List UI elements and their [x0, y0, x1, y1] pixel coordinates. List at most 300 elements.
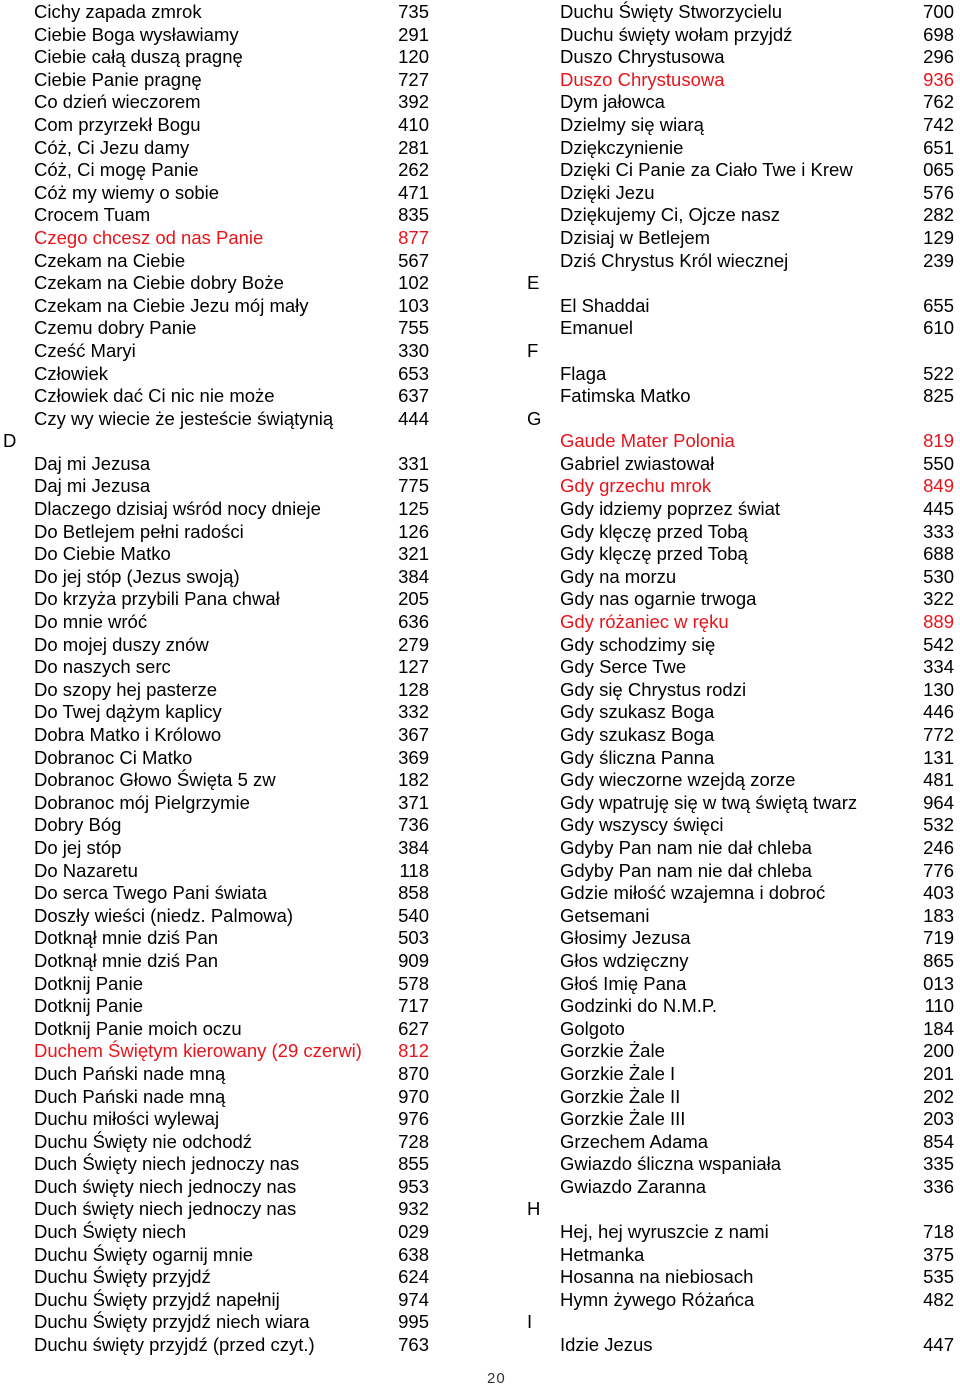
song-title: Dobranoc Ci Matko: [34, 746, 193, 768]
song-title: Gdyby Pan nam nie dał chleba: [560, 836, 812, 858]
song-title: Gdy nas ogarnie trwoga: [560, 588, 757, 610]
index-entry: [525, 566, 960, 589]
song-number: 736: [398, 814, 429, 836]
song-number: 291: [398, 23, 429, 45]
index-entry: [0, 656, 436, 679]
section-letter: I: [527, 1311, 533, 1333]
index-entry: [0, 679, 436, 702]
index-entry: [0, 860, 436, 883]
song-title: Gaude Mater Polonia: [560, 430, 735, 452]
song-number: 700: [923, 1, 954, 22]
song-title: Dobry Bóg: [34, 814, 122, 836]
song-title: Głosimy Jezusa: [560, 927, 691, 949]
song-title: Gdy szukasz Boga: [560, 701, 715, 723]
song-title: Gdzie miłość wzajemna i dobroć: [560, 882, 826, 904]
index-entry: [525, 114, 960, 137]
song-number: 403: [923, 882, 954, 904]
index-entry: [525, 1, 960, 24]
song-number: 447: [923, 1334, 954, 1356]
index-entry: [525, 182, 960, 205]
song-number: 118: [399, 859, 429, 881]
index-entry: [525, 634, 960, 657]
song-title: Duchu święty wołam przyjdź: [560, 23, 793, 45]
index-entry: [0, 1334, 436, 1357]
song-number: 812: [398, 1040, 429, 1062]
song-title: Do Betlejem pełni radości: [34, 520, 244, 542]
song-title: El Shaddai: [560, 294, 650, 316]
index-entry: [0, 973, 436, 996]
song-number: 578: [398, 972, 429, 994]
index-entry: [0, 1131, 436, 1154]
index-entry: [525, 837, 960, 860]
section-letter: H: [527, 1198, 541, 1220]
song-number: 718: [923, 1221, 954, 1243]
index-entry: [0, 91, 436, 114]
index-entry: [0, 1266, 436, 1289]
index-entry: [525, 905, 960, 928]
section-letter-row: [525, 1198, 960, 1221]
song-number: 870: [398, 1062, 429, 1084]
song-number: 331: [398, 452, 429, 474]
index-entry: [0, 272, 436, 295]
index-entry: [525, 724, 960, 747]
song-number: 576: [923, 181, 954, 203]
song-title: Duch święty niech jednoczy nas: [34, 1198, 297, 1220]
song-number: 995: [398, 1311, 429, 1333]
index-entry: [525, 159, 960, 182]
song-title: Duchu Święty przyjdź: [34, 1266, 211, 1288]
index-entry: [525, 1176, 960, 1199]
index-entry: [0, 905, 436, 928]
section-letter-row: [525, 340, 960, 363]
index-entry: [0, 204, 436, 227]
song-number: 909: [398, 949, 429, 971]
song-number: 262: [398, 159, 429, 181]
index-entry: [525, 882, 960, 905]
song-number: 336: [923, 1175, 954, 1197]
song-number: 184: [923, 1017, 954, 1039]
song-number: 333: [923, 520, 954, 542]
index-entry: [0, 408, 436, 431]
song-title: Gwiazdo Zaranna: [560, 1175, 707, 1197]
song-number: 182: [398, 769, 429, 791]
song-number: 835: [398, 204, 429, 226]
song-title: Gdy się Chrystus rodzi: [560, 678, 747, 700]
song-number: 728: [398, 1130, 429, 1152]
song-title: Do szopy hej pasterze: [34, 678, 218, 700]
index-entry: [0, 792, 436, 815]
song-number: 203: [923, 1108, 954, 1130]
index-entry: [0, 1063, 436, 1086]
index-entry: [525, 973, 960, 996]
song-number: 717: [398, 995, 429, 1017]
song-number: 482: [923, 1288, 954, 1310]
song-number: 130: [923, 678, 954, 700]
song-title: Głos wdzięczny: [560, 949, 689, 971]
index-entry: [525, 385, 960, 408]
song-number: 279: [398, 633, 429, 655]
song-number: 102: [398, 272, 429, 294]
song-number: 530: [923, 565, 954, 587]
song-title: Głoś Imię Pana: [560, 972, 687, 994]
song-number: 471: [398, 181, 429, 203]
song-title: Gdy różaniec w ręku: [560, 611, 729, 633]
song-title: Duchu Święty nie odchodź: [34, 1130, 253, 1152]
song-title: Ciebie Boga wysławiamy: [34, 23, 239, 45]
song-title: Gdy szukasz Boga: [560, 724, 715, 745]
song-number: 410: [398, 113, 429, 135]
song-title: Do jej stóp (Jezus swoją): [34, 565, 240, 587]
song-title: Crocem Tuam: [34, 204, 151, 226]
song-title: Duchu święty przyjdź (przed czyt.): [34, 1334, 315, 1356]
song-title: Duchu Święty przyjdź niech wiara: [34, 1311, 310, 1333]
index-entry: [525, 430, 960, 453]
song-title: Dotknij Panie moich oczu: [34, 1017, 242, 1039]
index-entry: [0, 837, 436, 860]
song-number: 532: [923, 814, 954, 836]
index-entry: [525, 227, 960, 250]
section-letter: F: [527, 339, 539, 361]
song-number: 742: [923, 113, 954, 135]
index-entry: [525, 1040, 960, 1063]
song-number: 567: [398, 249, 429, 271]
index-entry: [525, 453, 960, 476]
index-entry: [0, 634, 436, 657]
song-number: 202: [923, 1085, 954, 1107]
song-title: Duch Pański nade mną: [34, 1062, 226, 1084]
song-number: 624: [398, 1266, 429, 1288]
index-entry: [0, 317, 436, 340]
song-title: Gorzkie Żale I: [560, 1062, 676, 1084]
song-number: 610: [923, 317, 954, 339]
index-entry: [525, 1153, 960, 1176]
song-title: Gdy wpatruję się w twą świętą twarz: [560, 791, 858, 813]
song-title: Czy wy wiecie że jesteście świątynią: [34, 407, 334, 429]
index-entry: [525, 475, 960, 498]
song-number: 535: [923, 1266, 954, 1288]
index-entry: [525, 769, 960, 792]
song-title: Dzięki Ci Panie za Ciało Twe i Krew: [560, 159, 853, 181]
song-title: Gdy grzechu mrok: [560, 475, 712, 497]
index-entry: [525, 792, 960, 815]
index-entry: [0, 1176, 436, 1199]
index-entry: [0, 340, 436, 363]
song-number: 200: [923, 1040, 954, 1062]
song-number: 282: [923, 204, 954, 226]
song-number: 384: [398, 836, 429, 858]
song-number: 688: [923, 543, 954, 565]
index-entry: [0, 1108, 436, 1131]
index-entry: [525, 204, 960, 227]
song-title: Do naszych serc: [34, 656, 171, 678]
index-entry: [525, 1108, 960, 1131]
song-title: Człowiek: [34, 362, 109, 384]
song-title: Golgoto: [560, 1017, 625, 1039]
index-entry: [0, 927, 436, 950]
index-entry: [0, 295, 436, 318]
song-number: 763: [398, 1334, 429, 1356]
song-title: Czekam na Ciebie Jezu mój mały: [34, 294, 309, 316]
song-number: 849: [923, 475, 954, 497]
song-title: Gdy wieczorne wzejdą zorze: [560, 769, 796, 791]
song-number: 375: [923, 1243, 954, 1265]
song-title: Dziś Chrystus Król wiecznej: [560, 249, 789, 271]
song-title: Gdy klęczę przed Tobą: [560, 520, 748, 542]
song-title: Dziękczynienie: [560, 136, 684, 158]
index-entry: [0, 250, 436, 273]
song-title: Duszo Chrystusowa: [560, 46, 725, 68]
song-title: Daj mi Jezusa: [34, 452, 151, 474]
index-entry: [525, 498, 960, 521]
index-entry: [525, 588, 960, 611]
index-entry: [0, 363, 436, 386]
index-entry: [0, 950, 436, 973]
song-number: 335: [923, 1153, 954, 1175]
song-number: 735: [398, 1, 429, 22]
song-title: Duchem Świętym kierowany (29 czerwi): [34, 1040, 362, 1062]
song-number: 392: [398, 91, 429, 113]
song-title: Gorzkie Żale III: [560, 1108, 686, 1130]
song-title: Gwiazdo śliczna wspaniała: [560, 1153, 782, 1175]
index-entry: [0, 588, 436, 611]
song-number: 775: [398, 475, 429, 497]
index-entry: [525, 1086, 960, 1109]
index-entry: [525, 69, 960, 92]
index-entry: [0, 159, 436, 182]
song-number: 246: [923, 836, 954, 858]
index-entry: [525, 363, 960, 386]
song-title: Człowiek dać Ci nic nie może: [34, 385, 275, 407]
index-entry: [0, 1289, 436, 1312]
song-number: 125: [398, 498, 429, 520]
index-entry: [0, 1244, 436, 1267]
song-number: 964: [923, 791, 954, 813]
song-title: Gdy idziemy poprzez świat: [560, 498, 781, 520]
song-title: Dzielmy się wiarą: [560, 113, 704, 135]
song-title: Gdy wszyscy święci: [560, 814, 724, 836]
index-entry: [0, 475, 436, 498]
song-number: 854: [923, 1130, 954, 1152]
song-number: 936: [923, 68, 954, 90]
index-entry: [0, 1311, 436, 1334]
section-letter: D: [3, 430, 17, 452]
song-number: 334: [923, 656, 954, 678]
song-title: Daj mi Jezusa: [34, 475, 151, 497]
song-number: 762: [923, 91, 954, 113]
song-number: 281: [398, 136, 429, 158]
song-title: Gdy na morzu: [560, 565, 677, 587]
index-entry: [525, 1289, 960, 1312]
song-number: 110: [924, 995, 954, 1017]
song-number: 976: [398, 1108, 429, 1130]
index-entry: [525, 995, 960, 1018]
song-title: Dotknij Panie: [34, 995, 144, 1017]
song-number: 330: [398, 339, 429, 361]
index-entry: [0, 543, 436, 566]
song-title: Fatimska Matko: [560, 385, 691, 407]
section-letter-row: [525, 408, 960, 431]
index-entry: [0, 137, 436, 160]
song-number: 719: [923, 927, 954, 949]
song-number: 103: [398, 294, 429, 316]
song-title: Czekam na Ciebie: [34, 249, 186, 271]
song-title: Dlaczego dzisiaj wśród nocy dnieje: [34, 498, 321, 520]
index-entry: [0, 498, 436, 521]
song-title: Dziękujemy Ci, Ojcze nasz: [560, 204, 781, 226]
song-title: Czemu dobry Panie: [34, 317, 197, 339]
song-title: Gdy śliczna Panna: [560, 746, 715, 768]
song-title: Duch święty niech jednoczy nas: [34, 1175, 297, 1197]
song-title: Gdy schodzimy się: [560, 633, 716, 655]
song-title: Cześć Maryi: [34, 339, 136, 361]
song-title: Do jej stóp: [34, 836, 122, 858]
song-number: 865: [923, 949, 954, 971]
index-entry: [525, 860, 960, 883]
song-title: Cóż, Ci mogę Panie: [34, 159, 199, 181]
index-entry: [0, 995, 436, 1018]
index-entry: [525, 927, 960, 950]
song-title: Gorzkie Żale II: [560, 1085, 681, 1107]
song-number: 446: [923, 701, 954, 723]
index-entry: [525, 1266, 960, 1289]
song-number: 120: [398, 46, 429, 68]
song-title: Gdyby Pan nam nie dał chleba: [560, 859, 812, 881]
song-number: 698: [923, 23, 954, 45]
song-number: 858: [398, 882, 429, 904]
index-entry: [525, 1244, 960, 1267]
song-number: 877: [398, 226, 429, 248]
index-entry: [525, 814, 960, 837]
song-number: 503: [398, 927, 429, 949]
index-entry: [0, 46, 436, 69]
song-number: 029: [398, 1221, 429, 1243]
song-number: 183: [923, 904, 954, 926]
song-title: Duszo Chrystusowa: [560, 68, 725, 90]
song-title: Cichy zapada zmrok: [34, 1, 202, 22]
song-title: Dotknij Panie: [34, 972, 144, 994]
index-entry: [0, 701, 436, 724]
index-entry: [0, 521, 436, 544]
song-title: Gdy Serce Twe: [560, 656, 687, 678]
song-number: 637: [398, 385, 429, 407]
index-entry: [0, 69, 436, 92]
song-title: Do Ciebie Matko: [34, 543, 171, 565]
index-entry: [525, 611, 960, 634]
song-title: Hymn żywego Różańca: [560, 1288, 755, 1310]
index-entry: [525, 1334, 960, 1357]
song-title: Dobra Matko i Królowo: [34, 724, 222, 745]
section-letter-row: [0, 430, 436, 453]
song-number: 131: [923, 746, 954, 768]
song-number: 819: [923, 430, 954, 452]
index-entry: [0, 385, 436, 408]
index-entry: [0, 1086, 436, 1109]
song-number: 651: [923, 136, 954, 158]
song-title: Duch Pański nade mną: [34, 1085, 226, 1107]
song-number: 296: [923, 46, 954, 68]
index-entry: [0, 114, 436, 137]
song-number: 481: [923, 769, 954, 791]
song-number: 127: [398, 656, 429, 678]
section-letter-row: [525, 1311, 960, 1334]
index-entry: [525, 24, 960, 47]
page-number: 20: [487, 1370, 506, 1387]
index-entry: [0, 1153, 436, 1176]
index-entry: [0, 453, 436, 476]
song-number: 636: [398, 611, 429, 633]
song-title: Gabriel zwiastował: [560, 452, 715, 474]
song-number: 776: [923, 859, 954, 881]
song-title: Cóż my wiemy o sobie: [34, 181, 220, 203]
index-entry: [0, 227, 436, 250]
song-title: Grzechem Adama: [560, 1130, 709, 1152]
song-title: Flaga: [560, 362, 607, 384]
song-number: 205: [398, 588, 429, 610]
song-number: 322: [923, 588, 954, 610]
song-title: Dzięki Jezu: [560, 181, 655, 203]
index-entry: [525, 137, 960, 160]
index-entry: [525, 295, 960, 318]
song-title: Do krzyża przybili Pana chwał: [34, 588, 280, 610]
song-number: 638: [398, 1243, 429, 1265]
song-title: Do Twej dążym kaplicy: [34, 701, 222, 723]
song-number: 653: [398, 362, 429, 384]
song-title: Do Nazaretu: [34, 859, 138, 881]
song-number: 332: [398, 701, 429, 723]
song-number: 772: [923, 724, 954, 745]
index-entry: [0, 769, 436, 792]
song-number: 889: [923, 611, 954, 633]
song-title: Duch Święty niech: [34, 1221, 187, 1243]
song-title: Dobranoc Głowo Święta 5 zw: [34, 769, 276, 791]
song-number: 369: [398, 746, 429, 768]
index-entry: [525, 747, 960, 770]
song-number: 239: [923, 249, 954, 271]
index-entry: [0, 747, 436, 770]
index-entry: [525, 656, 960, 679]
song-number: 371: [398, 791, 429, 813]
section-letter: G: [527, 407, 542, 429]
song-title: Dotknął mnie dziś Pan: [34, 949, 219, 971]
song-title: Gorzkie Żale: [560, 1040, 665, 1062]
song-title: Doszły wieści (niedz. Palmowa): [34, 904, 294, 926]
song-title: Hej, hej wyruszcie z nami: [560, 1221, 769, 1243]
song-number: 367: [398, 724, 429, 745]
index-entry: [0, 611, 436, 634]
song-title: Godzinki do N.M.P.: [560, 995, 717, 1017]
song-title: Do mnie wróć: [34, 611, 148, 633]
song-title: Hosanna na niebiosach: [560, 1266, 754, 1288]
song-title: Duchu Święty ogarnij mnie: [34, 1243, 254, 1265]
song-title: Czego chcesz od nas Panie: [34, 226, 264, 248]
index-entry: [525, 91, 960, 114]
index-entry: [0, 814, 436, 837]
song-number: 755: [398, 317, 429, 339]
song-number: 655: [923, 294, 954, 316]
song-title: Duchu Święty przyjdź napełnij: [34, 1288, 280, 1310]
song-title: Cóż, Ci Jezu damy: [34, 136, 190, 158]
song-title: Gdy klęczę przed Tobą: [560, 543, 748, 565]
index-entry: [525, 1131, 960, 1154]
song-number: 550: [923, 452, 954, 474]
index-entry: [525, 521, 960, 544]
song-number: 953: [398, 1175, 429, 1197]
song-title: Ciebie całą duszą pragnę: [34, 46, 243, 68]
song-title: Dzisiaj w Betlejem: [560, 226, 711, 248]
index-entry: [0, 24, 436, 47]
song-title: Do serca Twego Pani świata: [34, 882, 268, 904]
index-entry: [0, 1040, 436, 1063]
